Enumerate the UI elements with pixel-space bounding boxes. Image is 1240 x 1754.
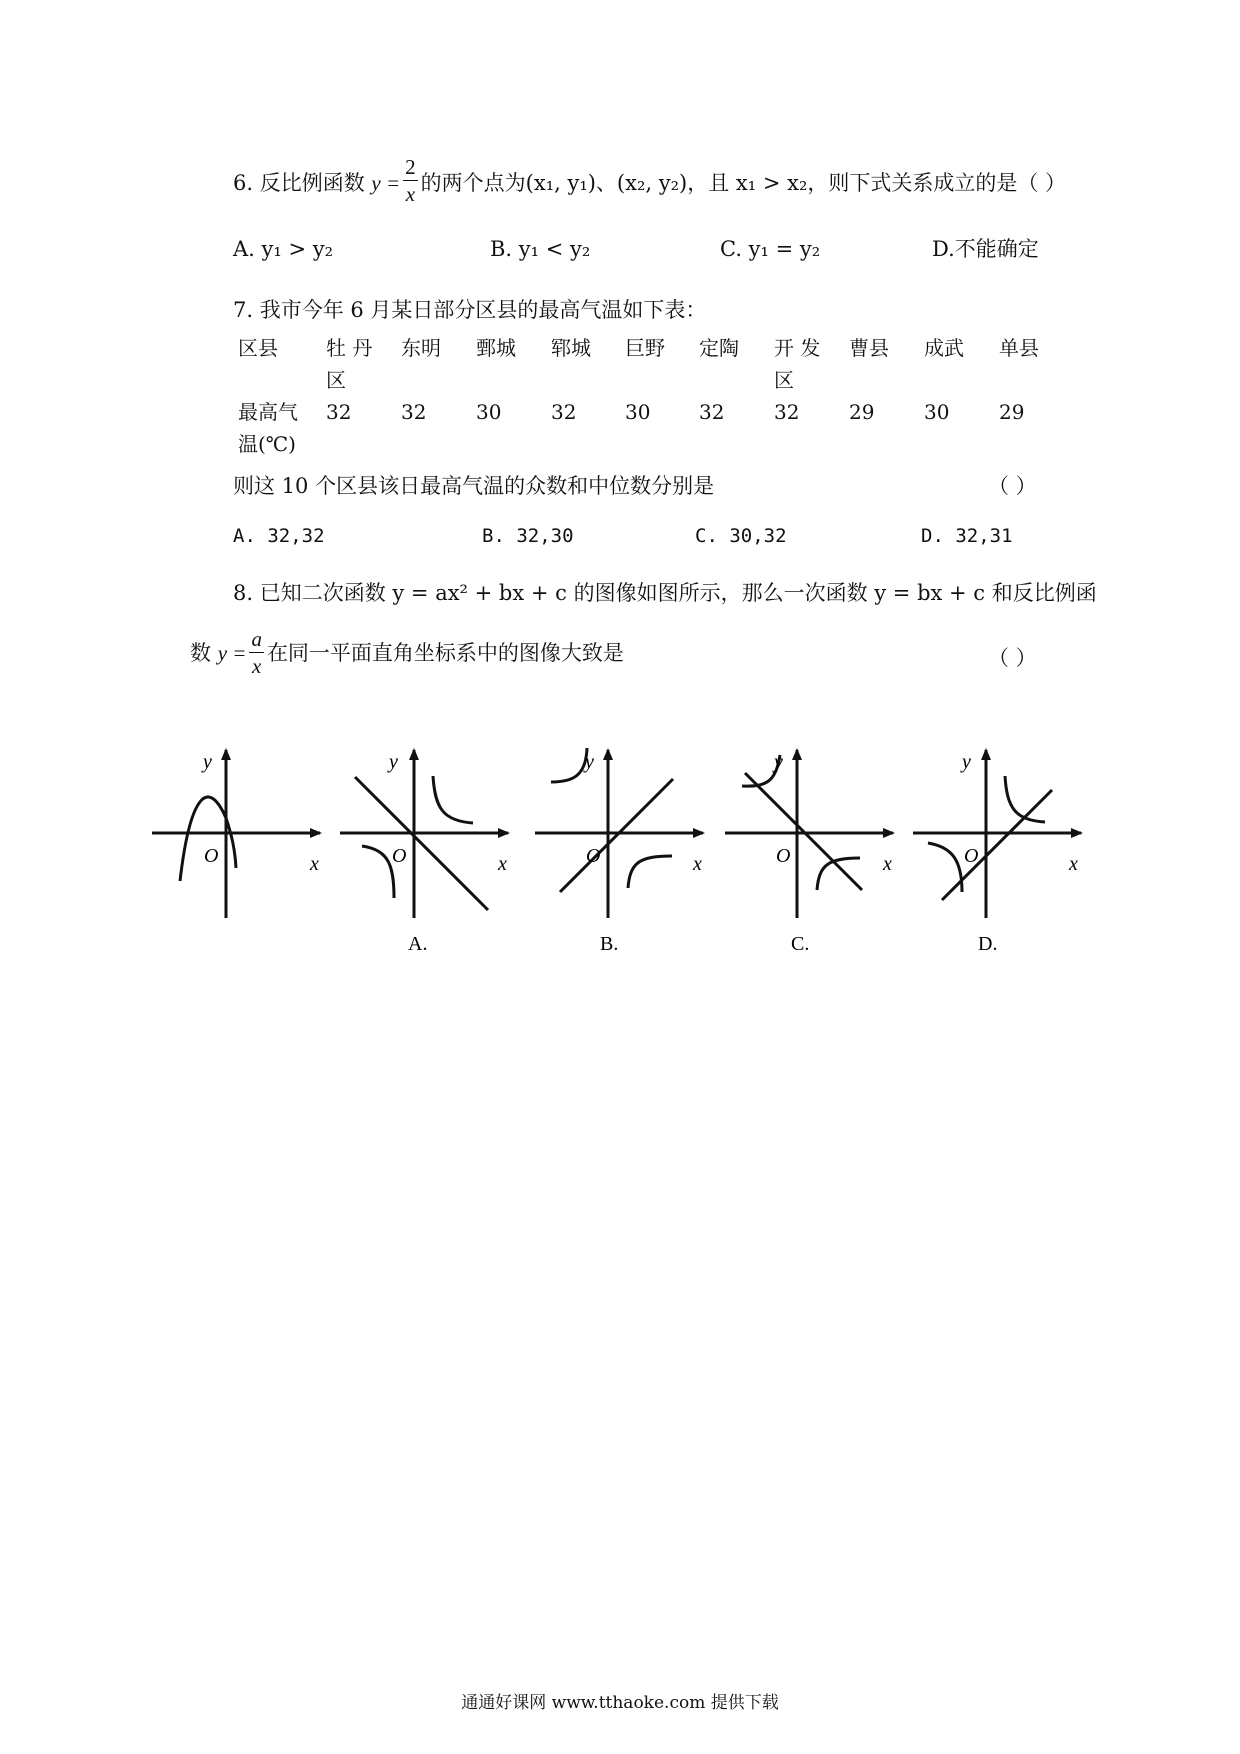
table-cell: 30 xyxy=(924,400,950,424)
q6-frac-num: 2 xyxy=(405,155,416,179)
origin-label: O xyxy=(204,845,219,867)
axis-label-y: y xyxy=(774,751,783,773)
q7-answer-paren: （ ） xyxy=(988,474,1037,498)
origin-label: O xyxy=(776,845,791,867)
table-cell: 东明 xyxy=(401,336,441,360)
q8-answer-paren: （ ） xyxy=(988,646,1037,670)
table-cell: 32 xyxy=(551,400,577,424)
q7-option-c: C. 30,32 xyxy=(695,525,787,547)
graph-option-a xyxy=(340,750,508,955)
q6-suffix: 的两个点为(x₁, y₁)、(x₂, y₂)，且 x₁ > x₂，则下式关系成立的是（ ） xyxy=(420,171,1067,195)
table-cell: 定陶 xyxy=(699,336,739,360)
graph-label-b: B. xyxy=(600,933,619,955)
table-cell: 29 xyxy=(849,400,875,424)
table-cell: 牡 丹 区 xyxy=(326,336,373,392)
table-row xyxy=(238,396,1059,460)
q8-line2 xyxy=(190,628,624,681)
table-cell: 30 xyxy=(625,400,651,424)
table-row xyxy=(238,332,1059,396)
table-cell: 开 发 区 xyxy=(774,336,821,392)
table-cell: 鄄城 xyxy=(476,336,516,360)
axis-label-x: x xyxy=(883,853,892,875)
table-cell: 32 xyxy=(326,400,352,424)
q7-question: 则这 10 个区县该日最高气温的众数和中位数分别是 xyxy=(233,474,715,498)
axis-label-x: x xyxy=(1069,853,1078,875)
axis-label-x: x xyxy=(498,853,507,875)
q6-option-d: D.不能确定 xyxy=(932,237,1039,261)
table-cell: 32 xyxy=(699,400,725,424)
q6-fraction xyxy=(403,154,418,207)
q8-line2-suffix: 在同一平面直角坐标系中的图像大致是 xyxy=(266,641,624,665)
table-cell: 30 xyxy=(476,400,502,424)
table-cell: 巨野 xyxy=(625,336,665,360)
q8-frac-num: a xyxy=(251,627,262,651)
q8-fraction xyxy=(249,626,264,679)
table-cell: 32 xyxy=(401,400,427,424)
table-cell: 32 xyxy=(774,400,800,424)
q6-option-c: C. y₁ = y₂ xyxy=(720,237,821,261)
q6-prefix: 6. 反比例函数 xyxy=(233,171,365,195)
q7-temperature-table xyxy=(238,332,1059,460)
q8-line1: 8. 已知二次函数 y = ax² + bx + c 的图像如图所示，那么一次函数 y = bx + c 和反比例函 xyxy=(233,581,1097,605)
table-cell: 曹县 xyxy=(849,336,889,360)
table-cell: 29 xyxy=(999,400,1025,424)
q6-frac-den: x xyxy=(405,182,416,206)
origin-label: O xyxy=(964,845,979,867)
q7-option-a: A. 32,32 xyxy=(233,525,325,547)
graph-label-d: D. xyxy=(978,933,998,955)
q8-eq-left: y = xyxy=(217,641,247,665)
q8-frac-den: x xyxy=(252,654,262,678)
page-footer: 通通好课网 www.tthaoke.com 提供下载 xyxy=(461,1693,779,1713)
graph-quadratic xyxy=(152,750,320,918)
q6-stem xyxy=(233,155,1067,211)
axis-label-y: y xyxy=(585,751,594,773)
q7-option-b: B. 32,30 xyxy=(482,525,574,547)
table-cell: 成武 xyxy=(924,336,964,360)
axis-label-y: y xyxy=(962,751,971,773)
axis-label-x: x xyxy=(310,853,319,875)
q6-option-a: A. y₁ > y₂ xyxy=(233,237,334,261)
axis-label-x: x xyxy=(693,853,702,875)
q7-option-d: D. 32,31 xyxy=(921,525,1013,547)
origin-label: O xyxy=(586,845,601,867)
graph-option-d xyxy=(913,750,1081,955)
graph-option-b xyxy=(535,748,703,955)
q6-option-b: B. y₁ < y₂ xyxy=(490,237,591,261)
table-cell: 单县 xyxy=(999,336,1039,360)
origin-label: O xyxy=(392,845,407,867)
graph-option-c xyxy=(725,750,893,955)
q8-graphs-figure xyxy=(140,740,1100,960)
axis-label-y: y xyxy=(203,751,212,773)
graph-label-c: C. xyxy=(791,933,810,955)
table-header-temp: 最高气 温(℃) xyxy=(238,400,298,456)
graph-label-a: A. xyxy=(408,933,428,955)
q7-stem: 7. 我市今年 6 月某日部分区县的最高气温如下表： xyxy=(233,298,707,322)
q8-line2-prefix: 数 xyxy=(190,641,211,665)
table-cell: 郓城 xyxy=(551,336,591,360)
table-header-county: 区县 xyxy=(238,336,278,360)
axis-label-y: y xyxy=(389,751,398,773)
q6-eq-left: y = xyxy=(371,171,401,195)
